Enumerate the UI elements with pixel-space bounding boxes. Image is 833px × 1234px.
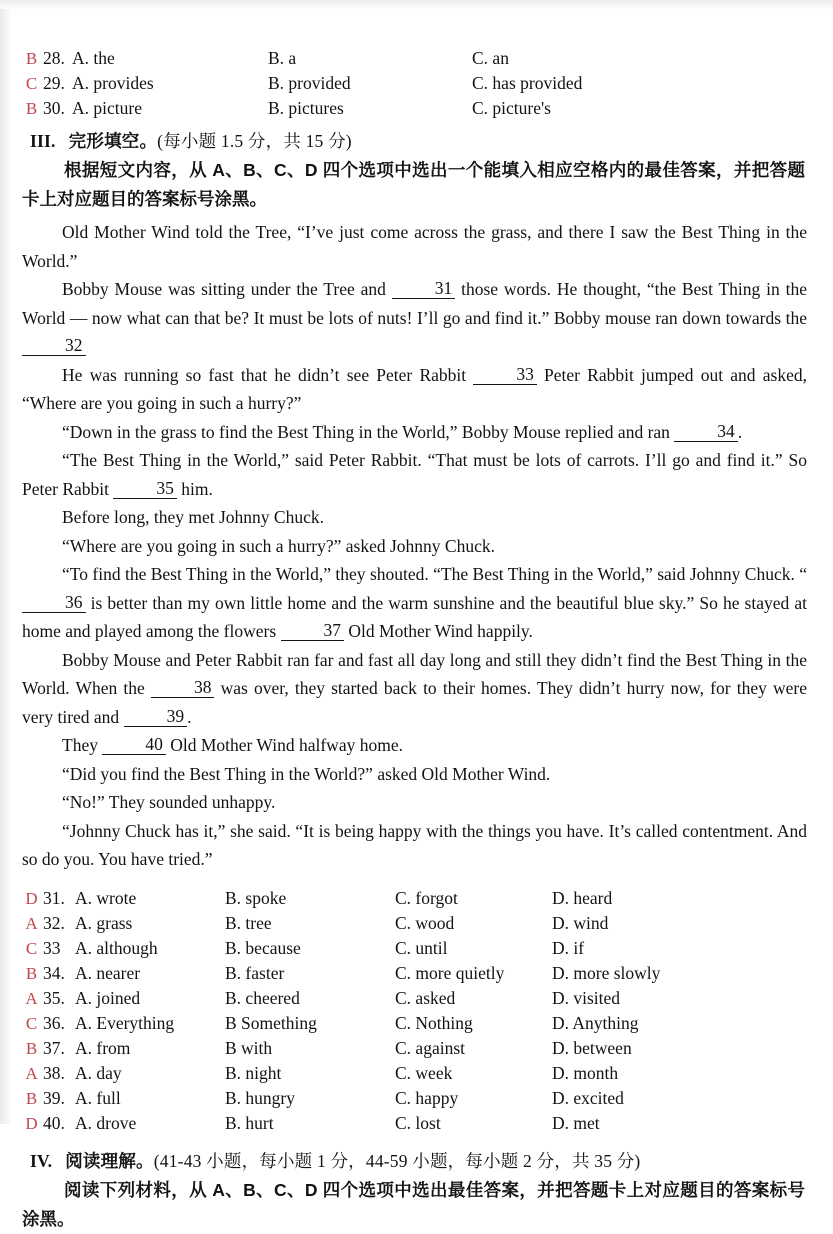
option-a[interactable]: A. joined bbox=[75, 987, 141, 1008]
question-number: 38. bbox=[43, 1062, 65, 1083]
option-c[interactable]: C. wood bbox=[395, 912, 455, 933]
option-b[interactable]: B. faster bbox=[225, 962, 285, 983]
passage-paragraph bbox=[0, 532, 833, 561]
handwritten-answer-mark: D bbox=[25, 888, 38, 908]
option-d[interactable]: D. wind bbox=[552, 912, 609, 933]
question-row bbox=[0, 886, 833, 911]
section-three-numeral: III. bbox=[30, 131, 56, 151]
option-a[interactable]: A. drove bbox=[75, 1112, 137, 1133]
passage-blank: 31 bbox=[392, 278, 456, 299]
option-a[interactable]: A. the bbox=[72, 48, 115, 68]
option-d[interactable]: D. if bbox=[552, 937, 585, 958]
passage-text: . bbox=[187, 706, 192, 727]
option-b[interactable]: B Something bbox=[225, 1012, 317, 1033]
passage-blank: 39 bbox=[124, 706, 188, 727]
option-b[interactable]: B. cheered bbox=[225, 987, 300, 1008]
section-three-instruction: 根据短文内容，从 A、B、C、D 四个选项中选出一个能填入相应空格内的最佳答案，并把答题卡上对应题目的答案标号涂黑。 bbox=[22, 160, 805, 209]
question-row bbox=[0, 961, 833, 986]
passage-text: Peter Rabbit jumped out and asked, “Where are you going in such a hurry?” bbox=[22, 364, 807, 413]
option-b[interactable]: B. night bbox=[225, 1062, 282, 1083]
question-row bbox=[0, 71, 833, 96]
passage-text: “Did you find the Best Thing in the World?” asked Old Mother Wind. bbox=[62, 763, 551, 784]
section-three-heading bbox=[0, 126, 833, 156]
passage-blank: 36 bbox=[22, 592, 86, 613]
passage-text: Bobby Mouse and Peter Rabbit ran far and fast all day long and still they didn’t find the Best Thing in the World. When the bbox=[22, 649, 807, 698]
passage-blank: 40 bbox=[102, 734, 166, 755]
question-number: 39. bbox=[43, 1087, 65, 1108]
passage-blank: 35 bbox=[113, 478, 177, 499]
question-number: 40. bbox=[43, 1112, 65, 1133]
question-number: 36. bbox=[43, 1012, 65, 1033]
section-four-points: (41-43 小题，每小题 1 分，44-59 小题，每小题 2 分，共 35 分) bbox=[153, 1150, 641, 1171]
section-three-title: 完形填空。 bbox=[68, 131, 158, 151]
option-b[interactable]: B. spoke bbox=[225, 887, 287, 908]
section-four-instruction: 阅读下列材料，从 A、B、C、D 四个选项中选出最佳答案，并把答题卡上对应题目的答案标号涂黑。 bbox=[22, 1179, 805, 1229]
option-d[interactable]: D. Anything bbox=[552, 1012, 639, 1033]
passage-text: . bbox=[737, 421, 743, 442]
option-b[interactable]: B. tree bbox=[225, 912, 272, 933]
option-a[interactable]: A. nearer bbox=[75, 962, 141, 983]
section-three-points: (每小题 1.5 分，共 15 分) bbox=[157, 131, 352, 151]
question-row bbox=[0, 911, 833, 936]
passage-paragraph bbox=[0, 503, 833, 532]
handwritten-answer-mark: D bbox=[25, 1113, 38, 1133]
question-number: 31. bbox=[43, 887, 65, 908]
option-c[interactable]: C. against bbox=[395, 1037, 465, 1058]
option-d[interactable]: D. more slowly bbox=[552, 962, 661, 983]
passage-paragraph bbox=[0, 817, 833, 874]
passage-text: “The Best Thing in the World,” said Peter Rabbit. “That must be lots of carrots. I’ll go and find it.” So Peter Rabbit bbox=[22, 450, 807, 499]
option-a[interactable]: A. Everything bbox=[75, 1012, 175, 1033]
question-row bbox=[0, 1086, 833, 1111]
handwritten-answer-mark: A bbox=[25, 1063, 38, 1083]
question-number: 35. bbox=[43, 987, 65, 1008]
option-a[interactable]: A. day bbox=[75, 1062, 122, 1083]
passage-text: those words. He thought, “the Best Thing in the World — now what can that be? It must be lots of nuts! I’ll go and find it.” Bobby mouse ran down towards the bbox=[22, 279, 807, 328]
question-number: 32. bbox=[43, 912, 65, 933]
passage-text: was over, they started back to their homes. They didn’t hurry now, for they were very tired and bbox=[22, 678, 807, 727]
passage-blank: 34 bbox=[674, 421, 738, 442]
option-d[interactable]: D. visited bbox=[552, 987, 621, 1008]
question-number: 34. bbox=[43, 962, 65, 983]
question-row bbox=[0, 936, 833, 961]
handwritten-answer-mark: B bbox=[25, 49, 38, 68]
question-number: 28. bbox=[43, 48, 65, 68]
question-row bbox=[0, 1061, 833, 1086]
option-a[interactable]: A. picture bbox=[72, 98, 142, 118]
option-c[interactable]: C. more quietly bbox=[395, 962, 505, 983]
handwritten-answer-mark: A bbox=[25, 913, 38, 933]
option-c[interactable]: C. an bbox=[472, 48, 509, 68]
passage-text: “To find the Best Thing in the World,” they shouted. “The Best Thing in the World,” said Johnny Chuck. “ bbox=[62, 564, 807, 584]
option-d[interactable]: D. month bbox=[552, 1062, 619, 1083]
handwritten-answer-mark: B bbox=[25, 99, 38, 118]
question-number: 33 bbox=[43, 937, 61, 958]
option-c[interactable]: C. happy bbox=[395, 1087, 459, 1108]
passage-blank: 38 bbox=[151, 677, 215, 698]
option-a[interactable]: A. provides bbox=[72, 73, 154, 93]
option-b[interactable]: B. hurt bbox=[225, 1112, 274, 1133]
option-c[interactable]: C. week bbox=[395, 1062, 453, 1083]
question-row bbox=[0, 1111, 833, 1136]
option-a[interactable]: A. wrote bbox=[75, 887, 137, 908]
question-row bbox=[0, 1036, 833, 1061]
option-c[interactable]: C. forgot bbox=[395, 887, 458, 908]
option-a[interactable]: A. from bbox=[75, 1037, 131, 1058]
passage-blank: 33 bbox=[473, 364, 537, 385]
question-number: 37. bbox=[43, 1037, 65, 1058]
handwritten-answer-mark: C bbox=[25, 74, 38, 93]
cloze-passage bbox=[0, 218, 833, 874]
option-b[interactable]: B. pictures bbox=[268, 98, 344, 118]
option-b[interactable]: B. a bbox=[268, 48, 297, 68]
option-b[interactable]: B with bbox=[225, 1037, 273, 1058]
passage-text: He was running so fast that he didn’t see Peter Rabbit bbox=[62, 364, 474, 385]
question-row bbox=[0, 46, 833, 71]
passage-text: “Down in the grass to find the Best Thing in the World,” Bobby Mouse replied and ran bbox=[62, 421, 675, 442]
section-four-heading bbox=[0, 1146, 833, 1176]
passage-text: Old Mother Wind happily. bbox=[344, 621, 533, 641]
passage-paragraph bbox=[0, 361, 833, 418]
passage-paragraph bbox=[0, 731, 833, 760]
passage-text: They bbox=[62, 735, 103, 755]
handwritten-answer-mark: A bbox=[25, 988, 38, 1008]
section-four-title: 阅读理解。 bbox=[65, 1150, 154, 1171]
passage-text: “Johnny Chuck has it,” she said. “It is being happy with the things you have. It’s called contentment. And so do you. You have tried.” bbox=[22, 820, 807, 869]
passage-paragraph bbox=[0, 218, 833, 275]
cloze-question-list bbox=[0, 886, 833, 1136]
option-c[interactable]: C. lost bbox=[395, 1112, 441, 1133]
question-number: 29. bbox=[43, 73, 65, 93]
option-b[interactable]: B. hungry bbox=[225, 1087, 295, 1108]
handwritten-answer-mark: B bbox=[25, 1088, 38, 1108]
handwritten-answer-mark: C bbox=[25, 1013, 38, 1033]
passage-text: Before long, they met Johnny Chuck. bbox=[62, 507, 324, 527]
section-four-numeral: IV. bbox=[30, 1150, 53, 1171]
question-row bbox=[0, 96, 833, 121]
option-a[interactable]: A. full bbox=[75, 1087, 121, 1108]
passage-text: Old Mother Wind halfway home. bbox=[165, 735, 403, 755]
option-c[interactable]: C. asked bbox=[395, 987, 456, 1008]
handwritten-answer-mark: B bbox=[25, 1038, 38, 1058]
option-d[interactable]: D. heard bbox=[552, 887, 613, 908]
option-a[interactable]: A. grass bbox=[75, 912, 133, 933]
passage-paragraph bbox=[0, 446, 833, 503]
passage-text: is better than my own little home and the warm sunshine and the beautiful blue sky.” So he stayed at home and played among the flowers bbox=[22, 592, 807, 641]
question-number: 30. bbox=[43, 98, 65, 118]
option-d[interactable]: D. met bbox=[552, 1112, 600, 1133]
handwritten-answer-mark: B bbox=[25, 963, 38, 983]
option-b[interactable]: B. because bbox=[225, 937, 301, 958]
question-row bbox=[0, 1011, 833, 1036]
passage-paragraph bbox=[0, 760, 833, 789]
passage-paragraph bbox=[0, 560, 833, 646]
passage-paragraph bbox=[0, 418, 833, 447]
passage-text: Bobby Mouse was sitting under the Tree and bbox=[62, 279, 392, 299]
passage-text: Old Mother Wind told the Tree, “I’ve just come across the grass, and there I saw the Best Thing in the World.” bbox=[22, 222, 807, 271]
passage-paragraph bbox=[0, 275, 833, 361]
option-d[interactable]: D. excited bbox=[552, 1087, 624, 1108]
passage-text: “Where are you going in such a hurry?” asked Johnny Chuck. bbox=[62, 535, 495, 556]
passage-text: “No!” They sounded unhappy. bbox=[62, 792, 276, 812]
question-row bbox=[0, 986, 833, 1011]
passage-paragraph bbox=[0, 788, 833, 817]
option-d[interactable]: D. between bbox=[552, 1037, 632, 1058]
option-c[interactable]: C. Nothing bbox=[395, 1012, 473, 1033]
passage-text: him. bbox=[176, 478, 213, 499]
top-question-list bbox=[0, 46, 833, 121]
passage-paragraph bbox=[0, 646, 833, 732]
option-a[interactable]: A. although bbox=[75, 937, 158, 958]
option-c[interactable]: C. until bbox=[395, 937, 448, 958]
option-c[interactable]: C. has provided bbox=[472, 73, 583, 93]
passage-blank: 37 bbox=[281, 620, 345, 641]
option-c[interactable]: C. picture's bbox=[472, 98, 551, 118]
handwritten-answer-mark: C bbox=[25, 938, 38, 958]
passage-blank: 32 bbox=[22, 335, 86, 356]
option-b[interactable]: B. provided bbox=[268, 73, 351, 93]
